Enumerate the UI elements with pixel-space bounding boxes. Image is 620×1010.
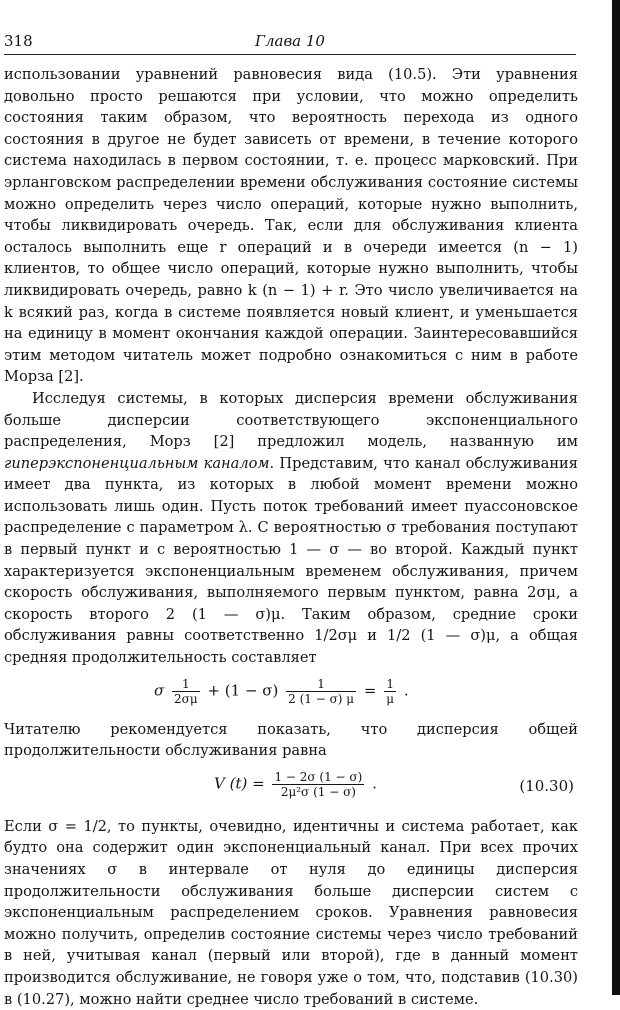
formula1-middle: + (1 − σ) bbox=[207, 681, 279, 700]
formula1-fraction-1 bbox=[172, 677, 200, 706]
formula1-frac2-num: 1 bbox=[286, 677, 356, 692]
formula1-frac3-num: 1 bbox=[384, 677, 396, 692]
page-edge-shadow bbox=[612, 0, 620, 995]
formula-variance bbox=[4, 762, 578, 816]
body-text bbox=[4, 64, 578, 1010]
chapter-title: Глава 10 bbox=[255, 32, 325, 50]
paragraph-2-part-a: Исследуя системы, в которых дисперсия времени обслуживания больше дисперсии соответствующего экспоненциального распределения, Морз [2] предложил модель, названную им bbox=[4, 389, 578, 451]
paragraph-4: Если σ = 1/2, то пункты, очевидно, идентичны и система работает, как будто она содержит один экспоненциальный канал. При всех прочих значениях σ в интервале от нуля до единицы дисперсия продолжительности обслуживания больше дисперсии систем с экспоненциальным распределением сроков. Уравнения равновесия можно получить, определив состояние системы через число требований в ней, учитывая канал (первый или второй), где в данный момент производится обслуживание, не говоря уже о том, что, подставив (10.30) в (10.27), можно найти среднее число требований в системе. bbox=[4, 817, 578, 1008]
formula1-fraction-2 bbox=[286, 677, 356, 706]
formula1-frac3-den: μ bbox=[386, 691, 395, 706]
formula1-sigma: σ bbox=[154, 681, 165, 700]
paragraph-1: использовании уравнений равновесия вида (10.5). Эти уравнения довольно просто решаются при условии, что можно определить состояния таким образом, что вероятность перехода из одного состояния в другое не будет зависеть от времени, в течение которого система находилась в первом состоянии, т. е. процесс марковский. При эрланговском распределении времени обслуживания состояние системы можно определить через число операций, которые нужно выполнить, чтобы ликвидировать очередь. Так, если для обслуживания клиента осталось выполнить еще r операций и в очереди имеется (n − 1) клиентов, то общее число операций, которые нужно выполнить, чтобы ликвидировать очередь, равно k (n − 1) + r. Это число увеличивается на k всякий раз, когда в системе появляется новый клиент, и уменьшается на единицу в момент окончания каждой операции. Заинтересовавшийся этим методом читатель может подробно ознакомиться с ним в работе Морза [2]. bbox=[4, 66, 578, 386]
formula1-frac1-den: 2σμ bbox=[174, 691, 198, 706]
formula1-frac1-num: 1 bbox=[172, 677, 200, 692]
formula2-lhs: V (t) = bbox=[214, 774, 265, 793]
formula2-den: 2μ²σ (1 − σ) bbox=[280, 784, 356, 799]
page-number: 318 bbox=[4, 32, 33, 50]
paragraph-2-part-b: . Представим, что канал обслуживания имеет два пункта, из которых в любой момент времени можно использовать лишь один. Пусть поток требований имеет пуассоновское распределение с параметром λ. С вероятностью σ требования поступают в первый пункт и с вероятностью 1 — σ — во второй. Каждый пункт характеризуется экспоненциальным временем обслуживания, причем скорость обслуживания, выполняемого первым пунктом, равна 2σμ, а скорость второго 2 (1 — σ)μ. Таким образом, средние сроки обслуживания равны соответственно 1/2σμ и 1/2 (1 — σ)μ, а общая средняя продолжительность составляет bbox=[4, 454, 578, 667]
formula1-fraction-3 bbox=[384, 677, 396, 706]
paragraph-3: Читателю рекомендуется показать, что дисперсия общей продолжительности обслуживания равна bbox=[4, 720, 578, 760]
formula1-equals: = bbox=[363, 681, 377, 700]
equation-number: (10.30) bbox=[519, 776, 574, 795]
formula-mean-duration bbox=[4, 669, 578, 719]
term-hyperexponential-channel: гиперэкспоненциальным каналом bbox=[4, 454, 270, 472]
formula2-fraction bbox=[272, 770, 364, 799]
formula1-frac2-den: 2 (1 − σ) μ bbox=[288, 691, 355, 706]
formula2-period: . bbox=[372, 774, 377, 793]
paragraph-2 bbox=[4, 388, 578, 669]
formula2-num: 1 − 2σ (1 − σ) bbox=[274, 769, 363, 784]
running-header bbox=[4, 32, 576, 55]
formula1-period: . bbox=[403, 681, 409, 700]
